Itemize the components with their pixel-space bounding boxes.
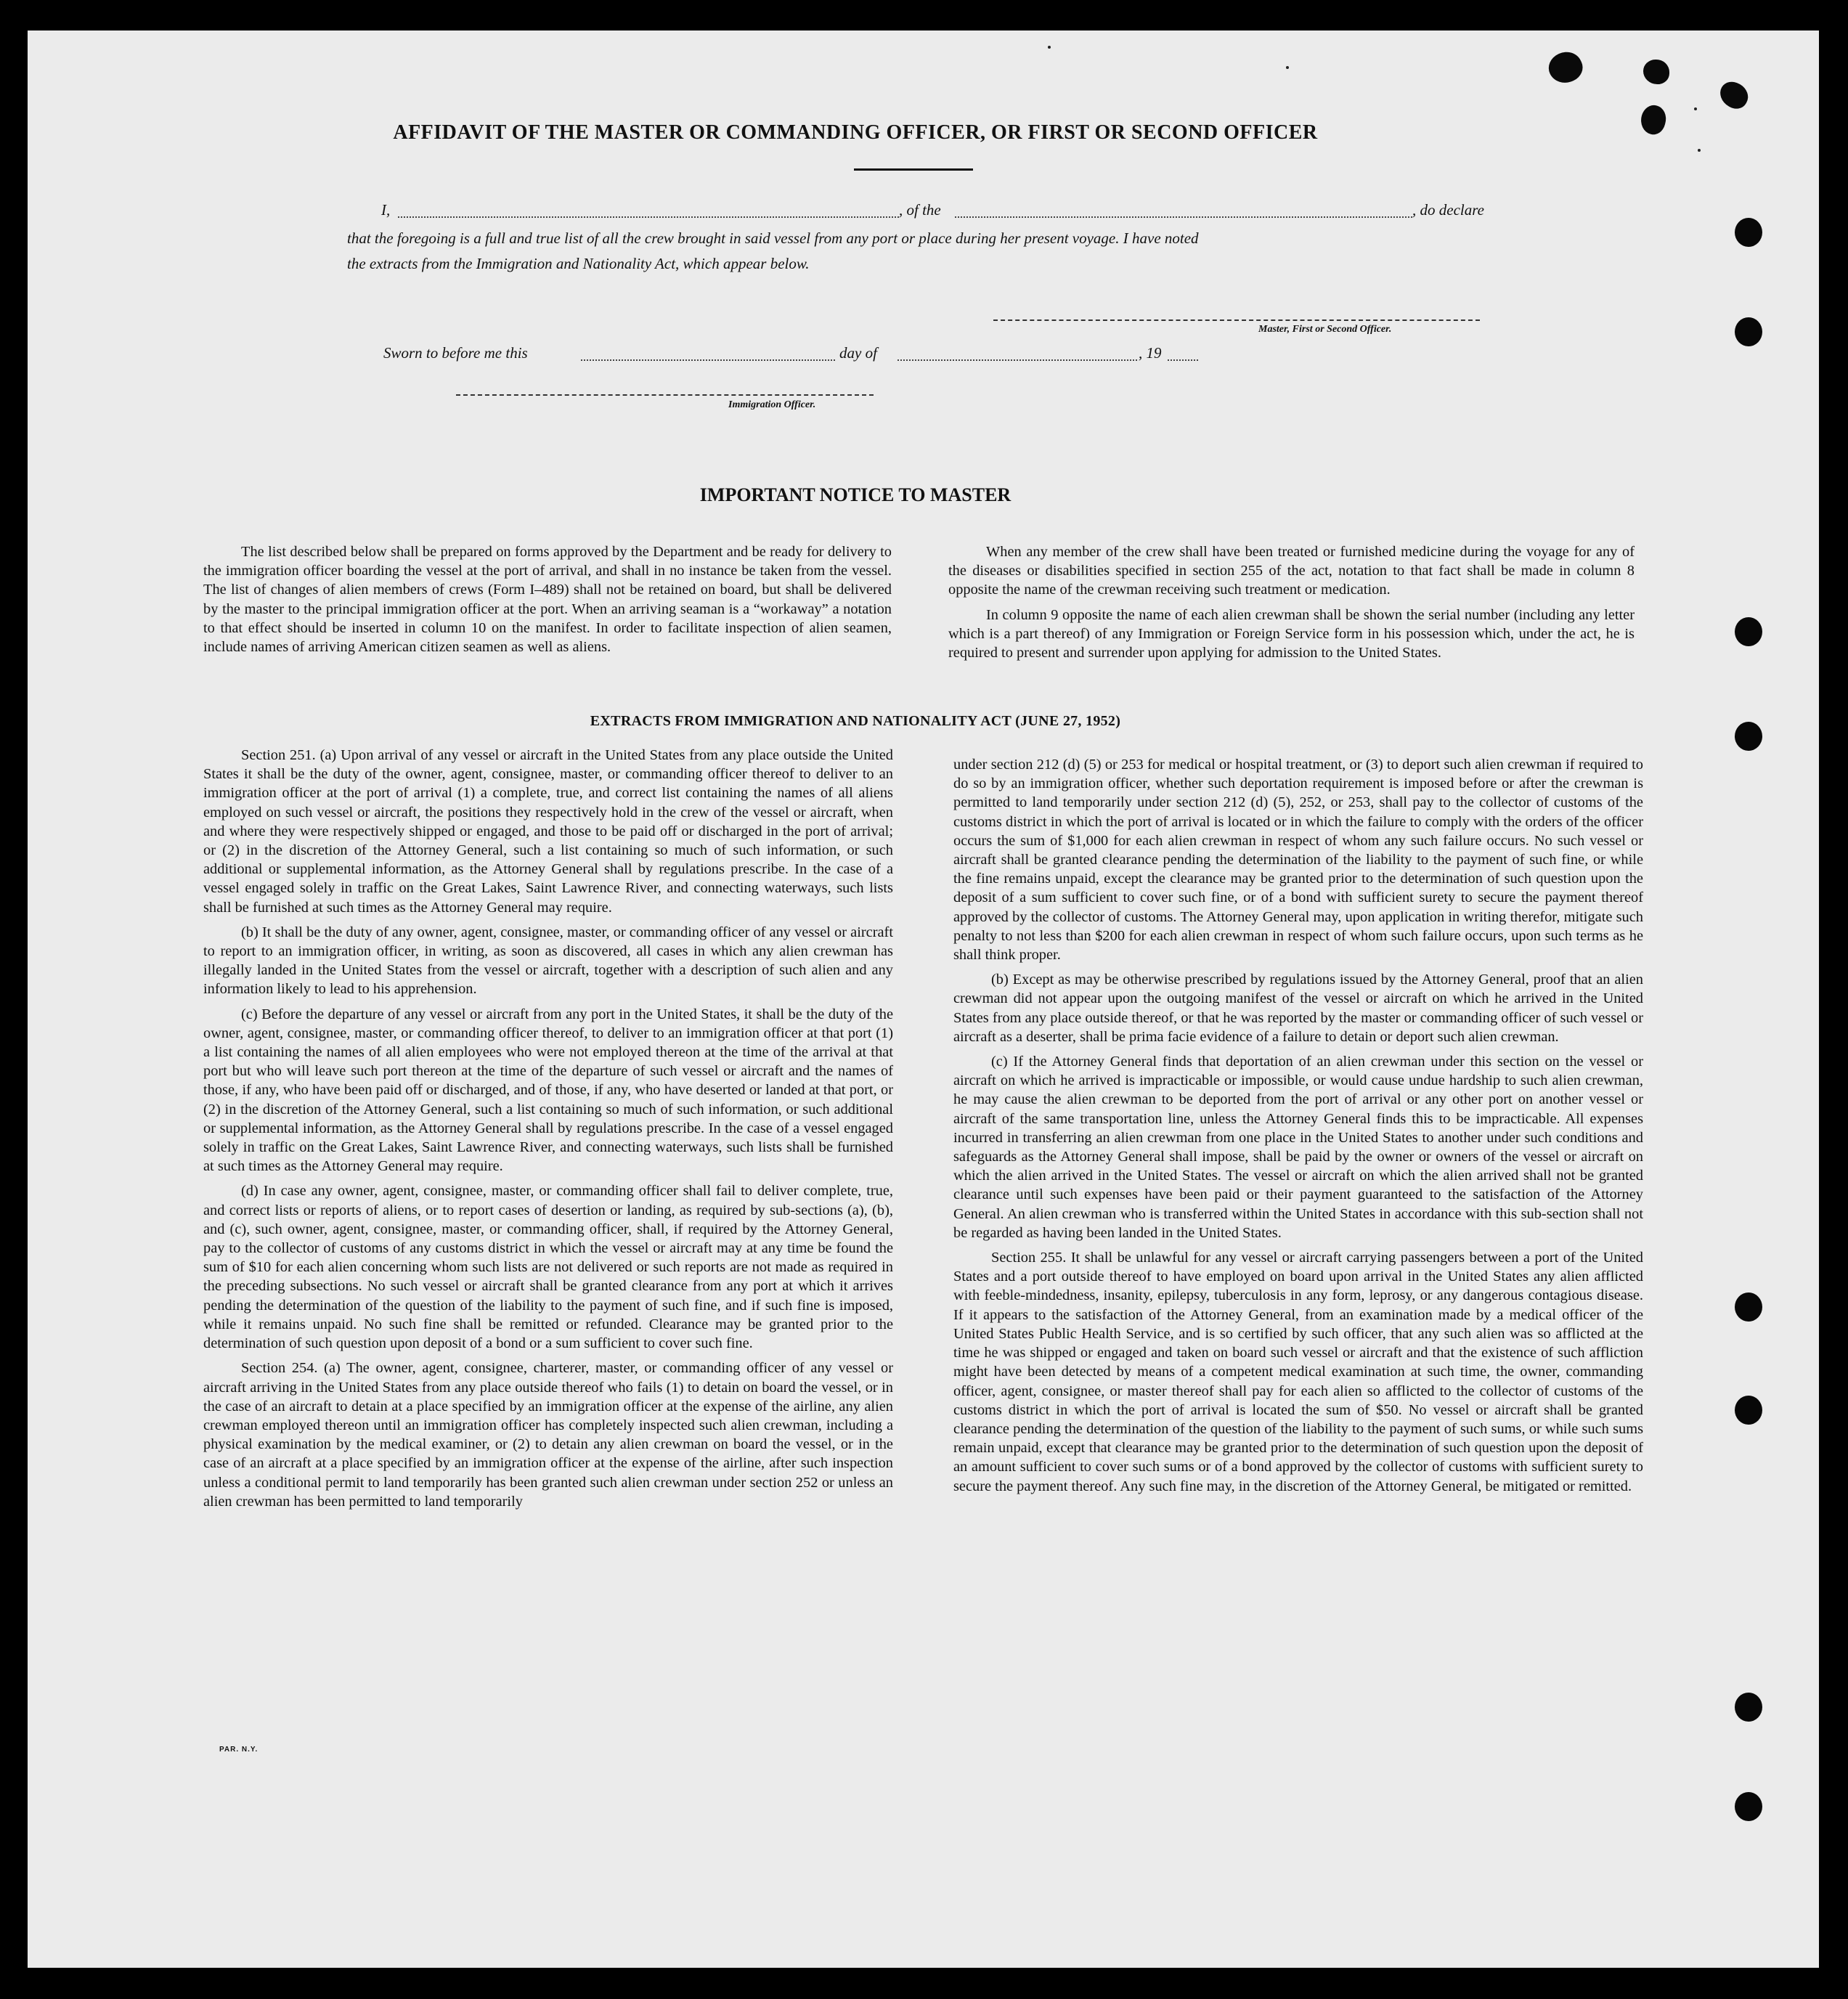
notice-right-column [948,542,1635,668]
i-label: I, [381,201,391,219]
ink-speck [1694,107,1697,110]
section-255: Section 255. It shall be unlawful for any vessel or aircraft carrying passengers between a port of the United States and a port outside thereof to have employed on board upon arrival in the United States any alien afflicted with feeble-mindedness, insanity, epilepsy, tuberculosis in any form, leprosy, or any dangerous contagious disease. If it appears to the satisfaction of the Attorney General, from an examination made by a medical officer of the United States Public Health Service, and is so certified by such officer, that any such alien was so afflicted at the time he was shipped or engaged and taken on board such vessel or aircraft and that the existence of such affliction might have been detected by means of a competent medical examination at such time, the owner, commanding officer, agent, consignee, or master thereof shall pay for each alien so afflicted to the collector of customs of the customs district in which the port of arrival is located the sum of $50. No vessel or aircraft shall be granted clearance pending the determination of the question of the liability to the payment of such sums, or while such sums remain unpaid, except that clearance may be granted prior to the determination of such question upon the deposit of an amount sufficient to cover such sums or of a bond approved by the collector of customs with sufficient surety to secure the payment thereof. Any such fine may, in the discretion of the Attorney General, be mitigated or remitted. [953,1250,1643,1494]
officer-signature-line[interactable] [456,394,874,396]
extracts-right-column [953,755,1643,1502]
section-254-a: Section 254. (a) The owner, agent, consignee, charterer, master, or commanding officer of any vessel or aircraft arriving in the United States from any place outside thereof who fails (1) to detain on board the vessel, or in the case of an aircraft to detain at a place specified by an immigration officer at the expense of the airline, any alien crewman employed thereon until an immigration officer has completely inspected such alien crewman, including a physical examination by the medical examiner, or (2) to detain any alien crewman on board the vessel, or in the case of an aircraft at a place specified by an immigration officer at the expense of the airline, after such inspection unless a conditional permit to land temporarily has been granted such alien crewman under section 252 or unless an alien crewman has been permitted to land temporarily [203,1360,893,1510]
section-251-d: (d) In case any owner, agent, consignee, master, or commanding officer shall fail to deliver complete, true, and correct lists or reports of aliens, or to report cases of desertion or landing, as required by sub-sections (a), (b), and (c), such owner, agent, consignee, master, or commanding officer, shall, if required by the Attorney General, pay to the collector of customs of any customs district in which the vessel or aircraft may at any time be found the sum of $10 for each alien concerning whom such lists are not delivered or such reports are not made as required in the preceding subsections. No such vessel or aircraft shall be granted clearance from any port at which it arrives pending the determination of the question of the liability to the payment of such fine, and if such fine is imposed, while it remains unpaid. No such fine shall be remitted or refunded. Clearance may be granted prior to the determination of such question upon deposit of a bond or a sum sufficient to cover such fine. [203,1183,893,1352]
ink-speck [1698,149,1701,152]
ink-speck [1286,66,1289,69]
binder-hole [1735,1693,1762,1722]
binder-hole [1735,617,1762,646]
title-rule [854,168,973,171]
sworn-label: Sworn to before me this [383,344,528,362]
section-254-c: (c) If the Attorney General finds that deportation of an alien crewman under this section on the vessel or aircraft on which he arrived is impracticable or impossible, or would cause undue hardship to such alien crewman, he may cause the alien crewman to be deported from the port of arrival or any other port on another vessel or aircraft of the same transportation line, unless the Attorney General finds this to be impracticable. All expenses incurred in transferring an alien crewman from one place in the United States to another under such conditions and safeguards as the Attorney General shall impose, shall be paid by the owner or owners of the vessel or aircraft on which the alien arrived in the United States. The vessel or aircraft on which the alien arrived shall not be granted clearance until such expenses have been paid or their payment guaranteed to the satisfaction of the Attorney General. An alien crewman who is transferred within the United States in accordance with this sub-section shall not be regarded as having been landed in the United States. [953,1054,1643,1241]
extracts-left-column [203,746,893,1517]
sworn-year-field[interactable] [1168,359,1198,361]
section-251-c: (c) Before the departure of any vessel or aircraft from any port in the United States, it shall be the duty of the owner, agent, consignee, master, or commanding officer thereof, to deliver to an immigration officer at that port (1) a list containing the names of all alien employees who were not employed thereon at the time of the arrival at that port but who will leave such port thereon at the time of the departure of such vessel or aircraft and the names of those, if any, who have been paid off or discharged, and of those, if any, who have deserted or landed at that port, or (2) in the discretion of the Attorney General, such a list containing so much of such information, or such additional or supplemental information, as the Attorney General shall by regulations prescribe. In the case of a vessel engaged solely in traffic on the Great Lakes, Saint Lawrence River, and connecting waterways, such lists shall be furnished at such times as the Attorney General may require. [203,1006,893,1175]
binder-hole [1735,1292,1762,1322]
printer-mark: PAR. N.Y. [219,1746,259,1754]
section-254-a-continued: under section 212 (d) (5) or 253 for medical or hospital treatment, or (3) to deport such alien crewman if required to do so by an immigration officer, whether such deportation requirement is imposed before or after the crewman is permitted to land temporarily under section 212 (d) (5), 252, or 253, shall pay to the collector of customs of the customs district in which the port of arrival is located or in which the failure to comply with the orders of the officer occurs the sum of $1,000 for each alien crewman in respect of whom any such failure occurs. No such vessel or aircraft shall be granted clearance pending the determination of the liability to the payment of such fine, or while the fine remains unpaid, except the clearance may be granted prior to the determination of such question upon the deposit of a sum sufficient to cover such fine, or of a bond with sufficient surety to secure the payment thereof approved by the collector of customs. The Attorney General may, upon application in writing therefor, mitigate such penalty to not less than $200 for each alien crewman in respect of whom such failure occurs, upon such terms as he shall think proper. [953,757,1643,964]
do-declare-label: , do declare [1412,201,1484,219]
binder-hole [1735,218,1762,247]
day-of-label: day of [839,344,877,362]
ink-blot [1637,102,1669,137]
declaration-line-3: the extracts from the Immigration and Nationality Act, which appear below. [347,255,810,272]
section-251-a: Section 251. (a) Upon arrival of any vessel or aircraft in the United States from any place outside the United States it shall be the duty of the owner, agent, consignee, master, or commanding officer thereof to deliver to an immigration officer at the port of arrival (1) a complete, true, and correct list containing the names of all aliens employed on such vessel or aircraft, the positions they respectively hold in the crew of the vessel or aircraft, when and where they were respectively shipped or engaged, and those to be paid off or discharged in the port of arrival; or (2) in the discretion of the Attorney General, such a list containing so much of such information, or such additional or supplemental information, as the Attorney General shall by regulations prescribe. In the case of a vessel engaged solely in traffic on the Great Lakes, Saint Lawrence River, and connecting waterways, such lists shall be furnished at such times as the Attorney General may require. [203,747,893,916]
officer-caption: Immigration Officer. [728,399,816,410]
binder-hole [1735,317,1762,346]
section-254-b: (b) Except as may be otherwise prescribed by regulations issued by the Attorney General, proof that an alien crewman did not appear upon the outgoing manifest of the vessel or aircraft on which he arrived in the United States from any place outside thereof, or that he was reported by the master or commanding officer of such vessel or aircraft as a deserter, shall be prima facie evidence of a failure to detain or deport such alien crewman. [953,972,1643,1045]
binder-hole [1735,722,1762,751]
notice-title: IMPORTANT NOTICE TO MASTER [699,484,1011,505]
name-field[interactable] [398,216,899,218]
ink-speck [1048,46,1051,49]
notice-left-column [203,542,892,662]
ink-blot [1643,60,1669,84]
section-251-b: (b) It shall be the duty of any owner, agent, consignee, master, or commanding officer of any vessel or aircraft to report to an immigration officer, in writing, as soon as discovered, all cases in which any alien crewman has illegally landed in the United States from the vessel or aircraft, together with a description of such alien and any information likely to lead to his apprehension. [203,924,893,998]
notice-right-paragraph-1: When any member of the crew shall have been treated or furnished medicine during the voyage for any of the diseases or disabilities specified in section 255 of the act, notation to that fact shall be made in column 8 opposite the name of the crewman receiving such treatment or medication. [948,544,1635,598]
notice-left-paragraph: The list described below shall be prepared on forms approved by the Department and be ready for delivery to the immigration officer boarding the vessel at the port of arrival, and shall in no instance be taken from the vessel. The list of changes of alien members of crews (Form I–489) shall not be retained on board, but shall be delivered by the master to the principal immigration officer at the port. When an arriving seaman is a “workaway” a notation to that effect should be inserted in column 10 on the manifest. In order to facilitate inspection of alien seamen, include names of arriving American citizen seamen as well as aliens. [203,544,892,656]
affidavit-title: AFFIDAVIT OF THE MASTER OR COMMANDING OFFICER, OR FIRST OR SECOND OFFICER [393,121,1318,144]
declaration-line-2: that the foregoing is a full and true list of all the crew brought in said vessel from any port or place during her present voyage. I have noted [347,229,1199,247]
master-signature-line[interactable] [993,319,1480,321]
ink-blot [1544,46,1587,89]
vessel-field[interactable] [955,216,1412,218]
master-caption: Master, First or Second Officer. [1258,324,1392,335]
of-the-label: , of the [899,201,941,219]
notice-right-paragraph-2: In column 9 opposite the name of each alien crewman shall be shown the serial number (including any letter which is a part thereof) of any Immigration or Foreign Service form in his possession which, under the act, he is required to present and surrender upon applying for admission to the United States. [948,606,1635,661]
year-label: , 19 [1139,344,1162,362]
sworn-month-field[interactable] [897,359,1137,361]
extracts-title: EXTRACTS FROM IMMIGRATION AND NATIONALITY ACT (JUNE 27, 1952) [590,713,1121,729]
document-page [28,30,1819,1968]
ink-blot [1715,77,1753,113]
binder-hole [1735,1792,1762,1821]
binder-hole [1735,1396,1762,1425]
sworn-day-field[interactable] [581,359,835,361]
